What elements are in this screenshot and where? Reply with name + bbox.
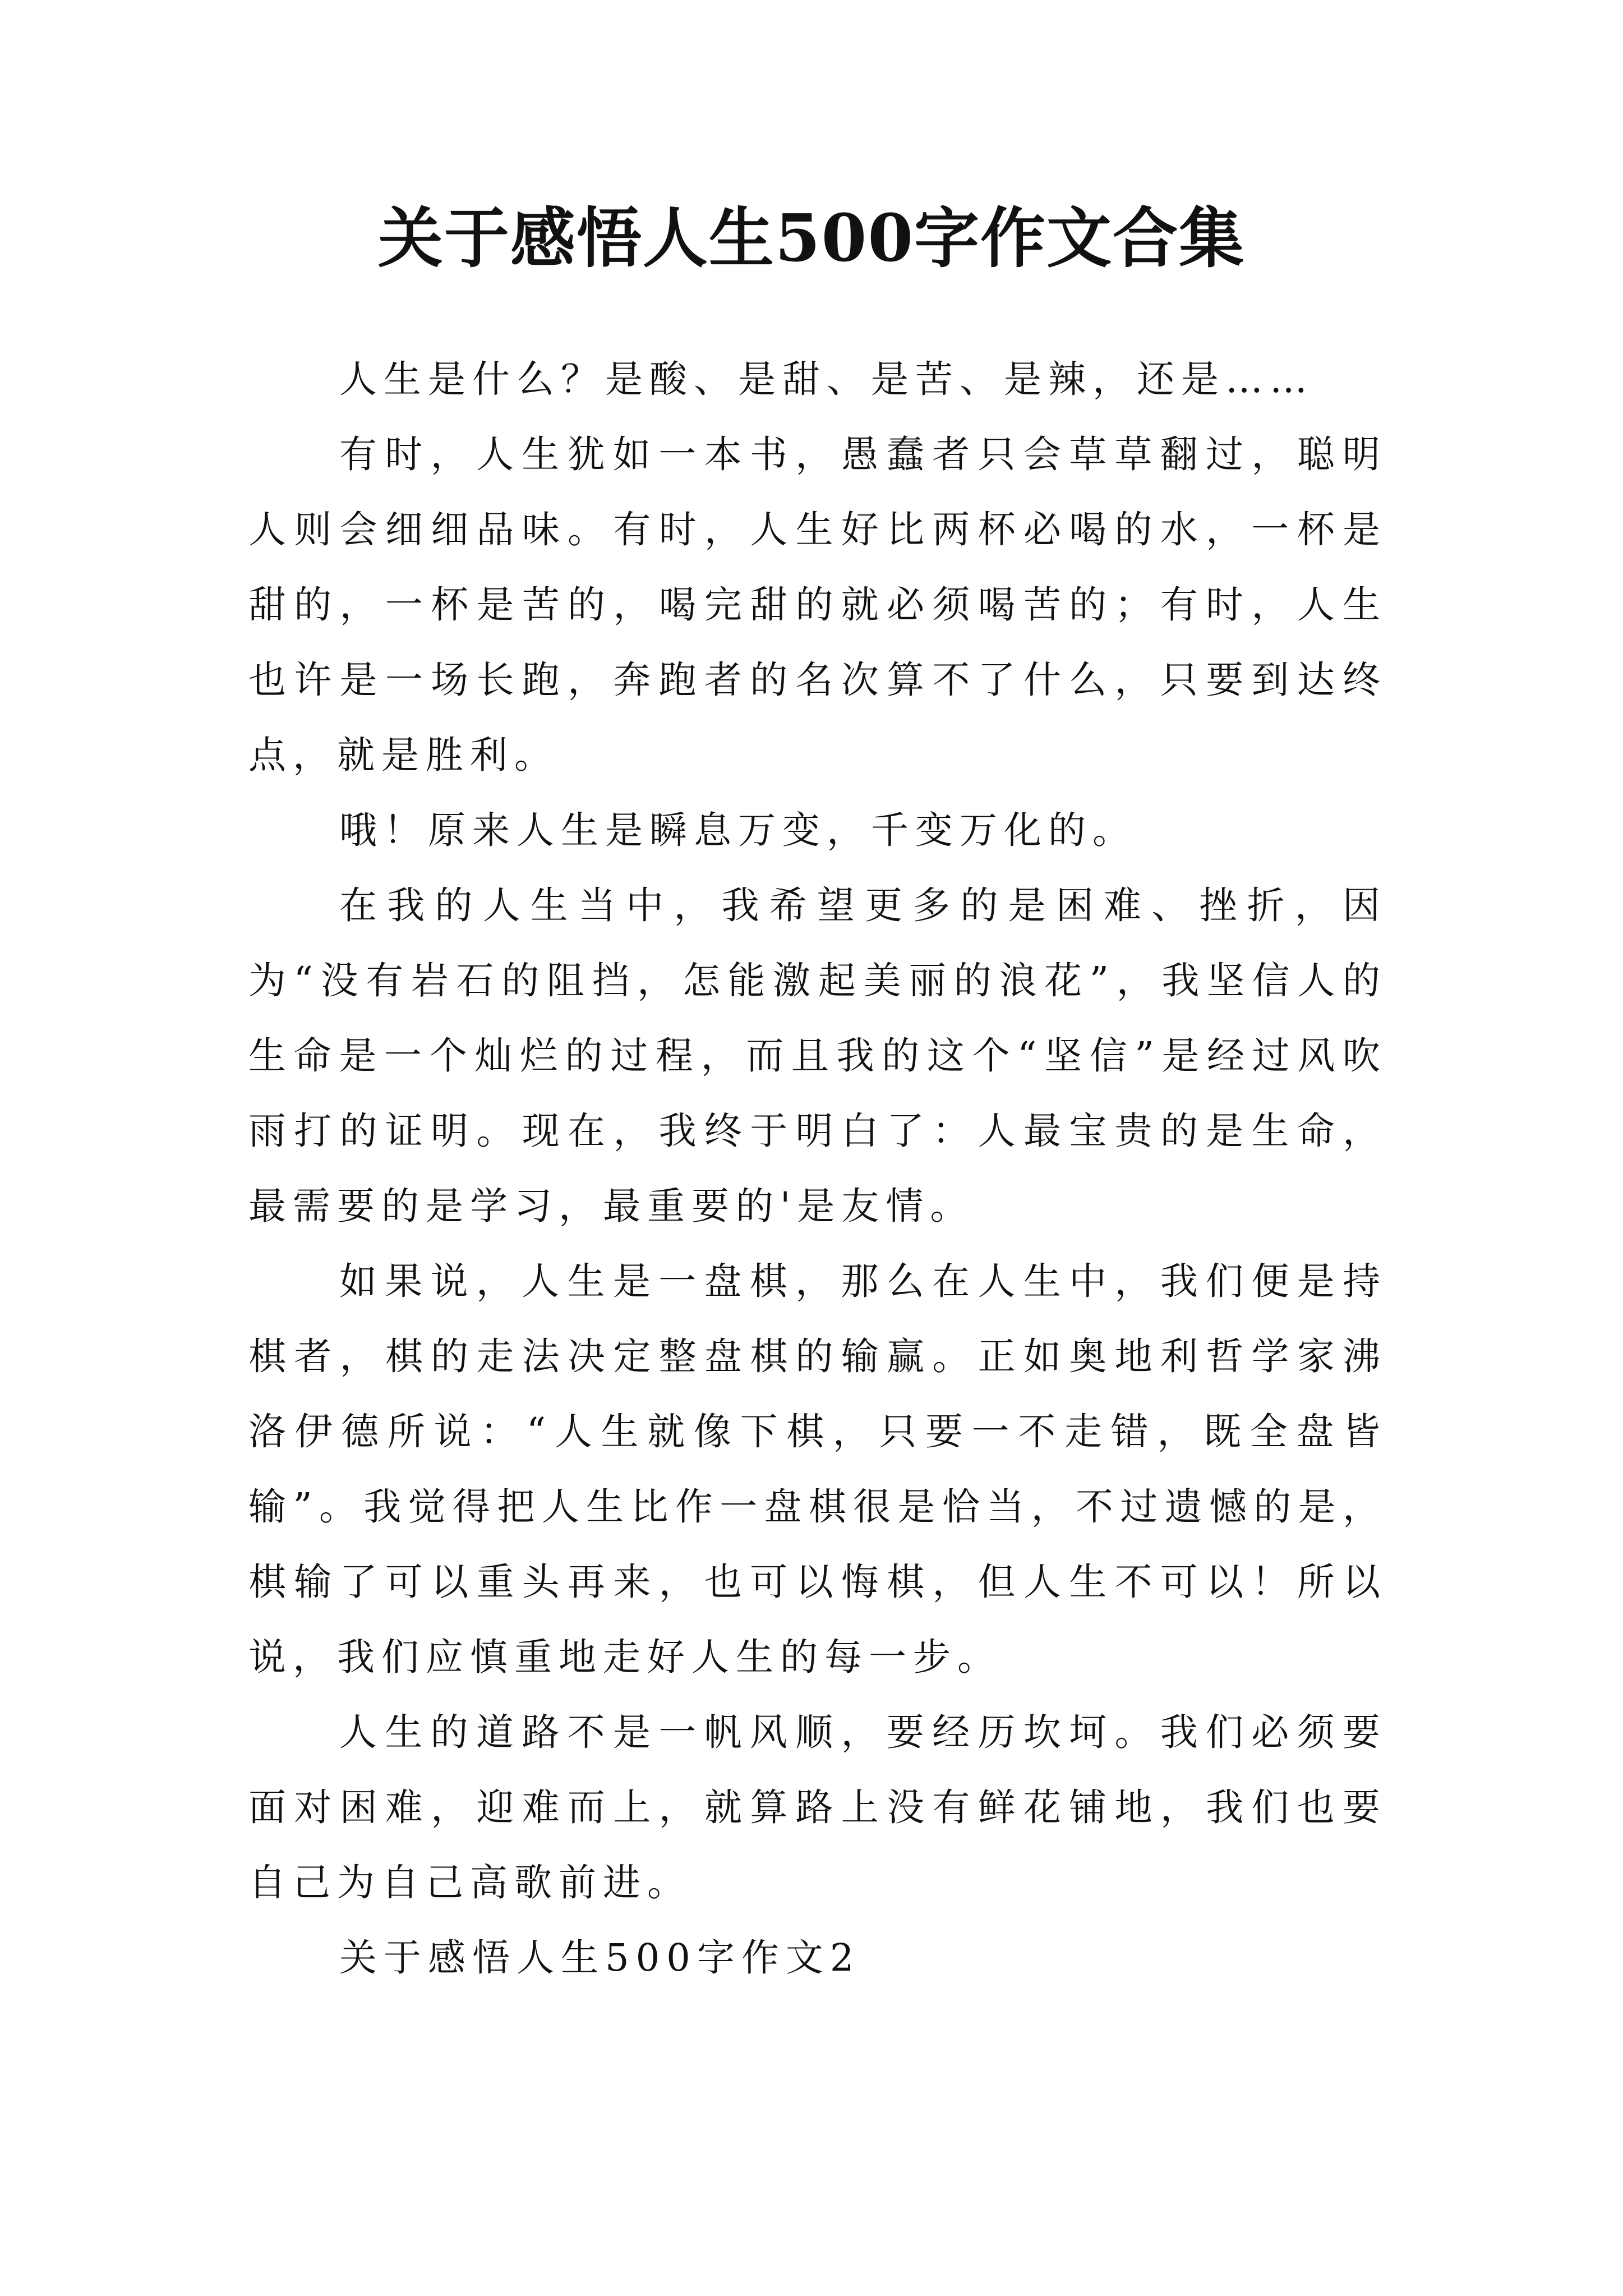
document-body [248, 342, 1387, 1995]
document-title: 关于感悟人生500字作文合集 [377, 200, 1246, 277]
paragraph-5: 如果说，人生是一盘棋，那么在人生中，我们便是持棋者，棋的走法决定整盘棋的输赢。正如奥地利哲学家沸洛伊德所说：“人生就像下棋，只要一不走错，既全盘皆输”。我觉得把人生比作一盘棋很是恰当，不过遗憾的是，棋输了可以重头再来，也可以悔棋，但人生不可以！所以说，我们应慎重地走好人生的每一步。 [248, 1259, 1387, 1679]
paragraph-4: 在我的人生当中，我希望更多的是困难、挫折，因为“没有岩石的阻挡，怎能激起美丽的浪花”，我坚信人的生命是一个灿烂的过程，而且我的这个“坚信”是经过风吹雨打的证明。现在，我终于明白了：人最宝贵的是生命，最需要的是学习，最重要的'是友情。 [248, 884, 1387, 1228]
paragraph-1: 人生是什么？是酸、是甜、是苦、是辣，还是…… [339, 357, 1314, 401]
paragraph-2: 有时，人生犹如一本书，愚蠢者只会草草翻过，聪明人则会细细品味。有时，人生好比两杯必喝的水，一杯是甜的，一杯是苦的，喝完甜的就必须喝苦的；有时，人生也许是一场长跑，奔跑者的名次算不了什么，只要到达终点，就是胜利。 [248, 432, 1387, 777]
paragraph-6: 人生的道路不是一帆风顺，要经历坎坷。我们必须要面对困难，迎难而上，就算路上没有鲜花铺地，我们也要自己为自己高歌前进。 [248, 1710, 1387, 1904]
section-heading-2: 关于感悟人生500字作文2 [339, 1936, 861, 1980]
paragraph-3: 哦！原来人生是瞬息万变，千变万化的。 [339, 808, 1137, 852]
